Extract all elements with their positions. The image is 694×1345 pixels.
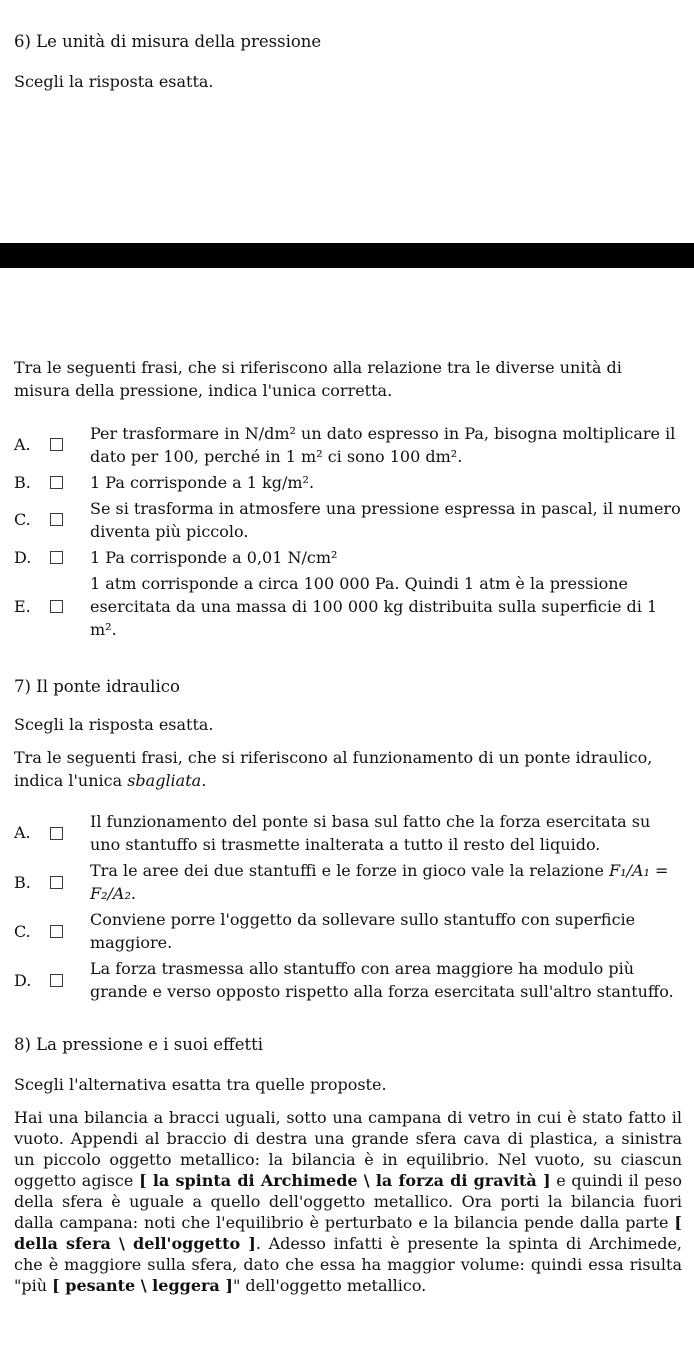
question-7 (14, 675, 682, 1003)
option-letter: D. (14, 970, 32, 990)
option-checkbox-q7-c[interactable] (50, 925, 63, 938)
option-letter: E. (14, 597, 31, 617)
option-checkbox-q7-d[interactable] (50, 974, 63, 987)
option-row-q7-a (14, 810, 682, 856)
passage-bold-choice-2: [ della sfera \ dell'oggetto ] (14, 1212, 682, 1253)
passage-segment: " dell'oggetto metallico. (232, 1275, 427, 1295)
question-7-title: 7) Il ponte idraulico (14, 677, 180, 697)
option-checkbox-q6-c[interactable] (50, 513, 63, 526)
option-row-q6-a (14, 422, 682, 468)
option-text: La forza trasmessa allo stantuffo con area maggiore ha modulo più grande e verso opposto rispetto alla forza esercitata sull'altro stantuffo. (90, 959, 674, 1002)
question-8-passage (14, 1108, 682, 1297)
option-checkbox-q6-d[interactable] (50, 551, 63, 564)
option-text: Conviene porre l'oggetto da sollevare sullo stantuffo con superficie maggiore. (90, 910, 636, 953)
passage-bold-choice-1: [ la spinta di Archimede \ la forza di gravità ] (139, 1170, 551, 1190)
option-letter: D. (14, 548, 32, 567)
option-letter: A. (14, 823, 31, 843)
option-row-q7-d (14, 957, 682, 1003)
option-checkbox-q6-e[interactable] (50, 600, 63, 613)
question-6-title: 6) Le unità di misura della pressione (14, 32, 322, 51)
option-row-q6-e (14, 572, 682, 641)
option-checkbox-q7-b[interactable] (50, 876, 63, 889)
option-checkbox-q6-b[interactable] (50, 476, 63, 489)
question-6-body (14, 356, 682, 641)
intro-italic-word: sbagliata (127, 770, 202, 790)
option-row-q7-b (14, 859, 682, 905)
option-text: 1 Pa corrisponde a 1 kg/m². (90, 472, 315, 492)
question-6-intro: Tra le seguenti frasi, che si riferiscono alla relazione tra le diverse unità di misura della pressione, indica l'unica corretta. (14, 357, 622, 400)
option-checkbox-q7-a[interactable] (50, 827, 63, 840)
question-6-instruction: Scegli la risposta esatta. (14, 71, 214, 91)
option-text: Per trasformare in N/dm² un dato espresso in Pa, bisogna moltiplicare il dato per 100, perché in 1 m² ci sono 100 dm². (90, 423, 676, 466)
question-8-title: 8) La pressione e i suoi effetti (14, 1035, 264, 1055)
passage-segment: Hai una bilancia a bracci uguali, sotto una campana di vetro in cui è stato fatto il vuoto. Appendi al braccio di destra una grande sfera cava di plastica, a sinistra un piccolo oggetto metallico: la bilancia è in equilibrio. Nel vuoto, su ciascun oggetto agisce (14, 1108, 682, 1190)
option-text: Se si trasforma in atmosfere una pressione espressa in pascal, il numero diventa più piccolo. (90, 498, 681, 541)
intro-period: . (201, 770, 207, 790)
option-text: 1 Pa corrisponde a 0,01 N/cm² (90, 548, 338, 567)
option-letter: C. (14, 921, 31, 941)
passage-segment: e quindi il peso della sfera è uguale a quello dell'oggetto metallico. Ora porti la bilancia fuori dalla campana: noti che l'equilibrio è perturbato e la bilancia pende dalla parte (14, 1170, 682, 1232)
question-8 (14, 1033, 682, 1296)
option-text-normal: Tra le aree dei due stantuffi e le forze in gioco vale la relazione (90, 861, 610, 881)
question-7-intro (14, 746, 682, 792)
section-divider-bar (0, 243, 694, 268)
question-6-options (14, 422, 682, 641)
option-row-q6-b (14, 471, 682, 494)
option-row-q6-c (14, 497, 682, 543)
option-text-formula: F₁/A₁ = F₂/A₂ (90, 861, 669, 904)
passage-bold-choice-3: [ pesante \ leggera ] (52, 1275, 233, 1295)
question-6-header (14, 30, 682, 93)
question-8-instruction: Scegli l'alternativa esatta tra quelle proposte. (14, 1074, 387, 1094)
passage-segment: . Adesso infatti è presente la spinta di Archimede, che è maggiore sulla sfera, dato che essa ha maggior volume: quindi essa risulta "più (14, 1233, 682, 1295)
option-checkbox-q6-a[interactable] (50, 438, 63, 451)
option-text: 1 atm corrisponde a circa 100 000 Pa. Quindi 1 atm è la pressione esercitata da una massa di 100 000 kg distribuita sulla superficie di 1 m². (90, 574, 658, 640)
option-row-q6-d (14, 546, 682, 569)
option-letter: C. (14, 510, 31, 530)
option-letter: A. (14, 435, 31, 455)
intro-text: Tra le seguenti frasi, che si riferiscono al funzionamento di un ponte idraulico, indica l'unica (14, 747, 653, 790)
option-text (90, 859, 682, 905)
option-letter: B. (14, 472, 31, 492)
option-text-period: . (130, 884, 136, 904)
question-7-options (14, 810, 682, 1003)
option-row-q7-c (14, 908, 682, 954)
option-letter: B. (14, 872, 31, 892)
option-text: Il funzionamento del ponte si basa sul fatto che la forza esercitata su uno stantuffo si trasmette inalterata a tutto il resto del liquido. (90, 811, 651, 854)
question-7-instruction: Scegli la risposta esatta. (14, 714, 214, 734)
